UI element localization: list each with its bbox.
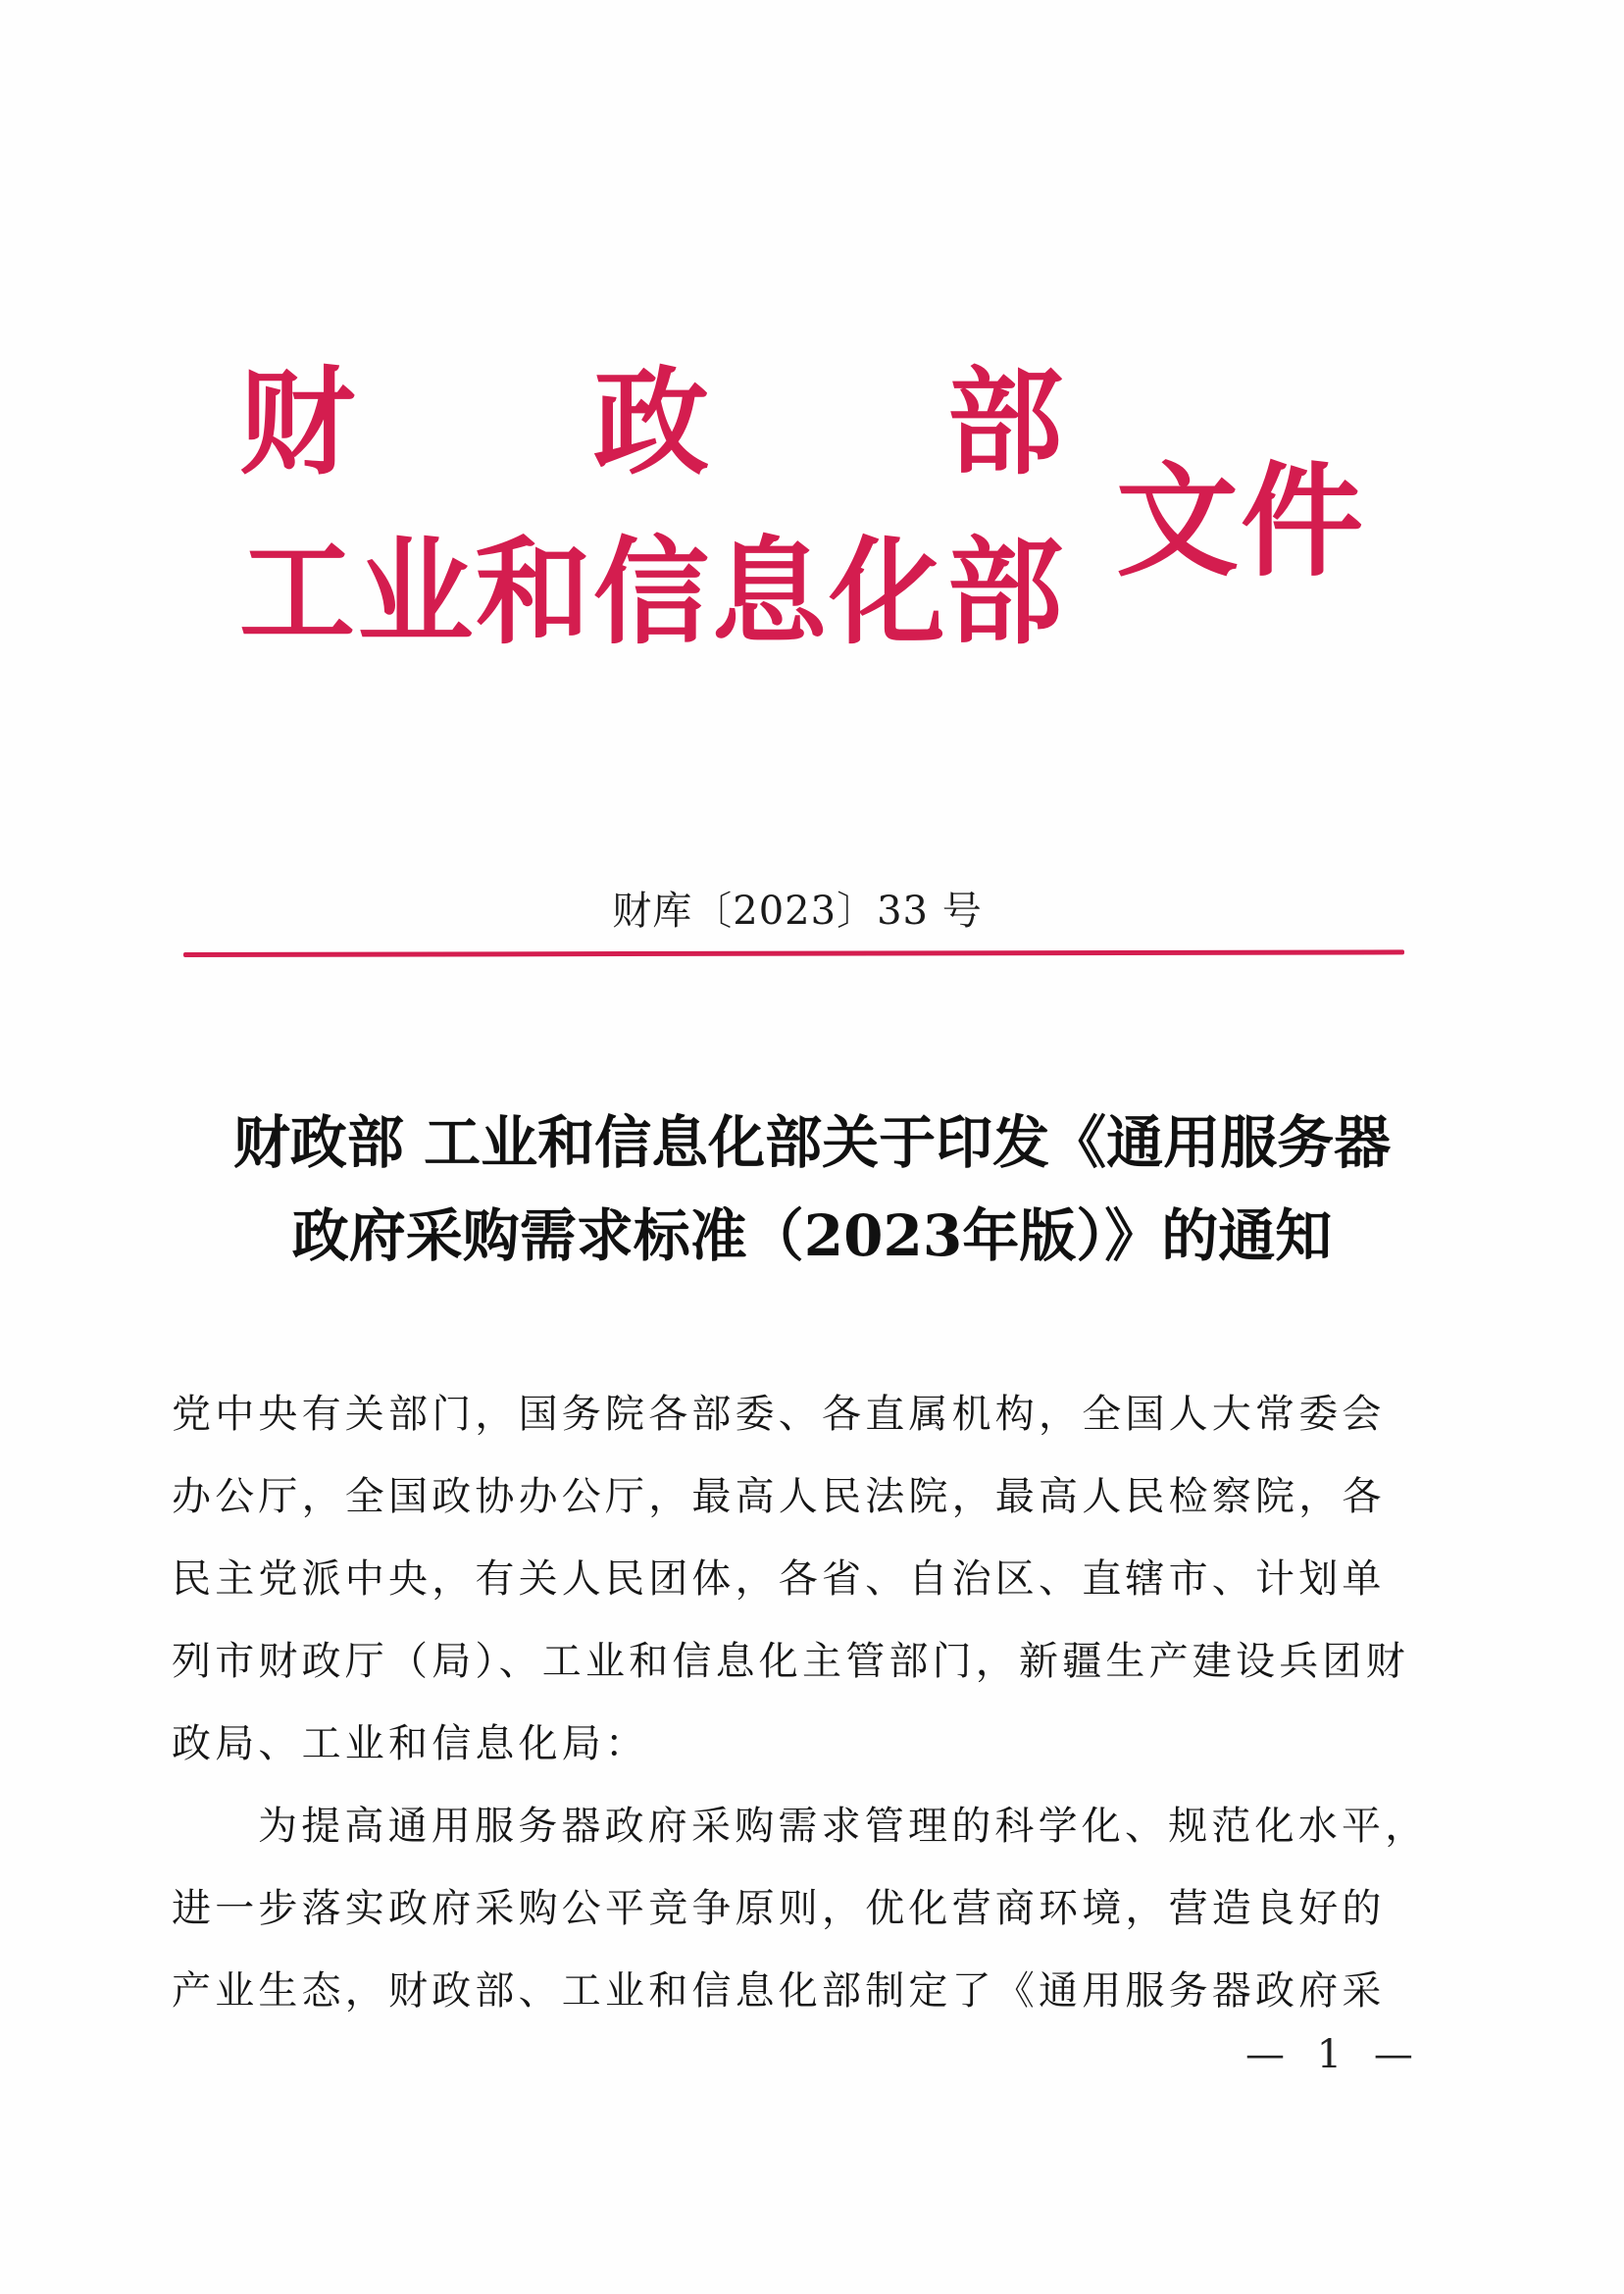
document-number-text: 财库〔2023〕33 号 xyxy=(612,889,983,934)
body-line: 列市财政厅（局）、工业和信息化主管部门，新疆生产建设兵团财 xyxy=(172,1639,1409,1684)
letterhead-char: 工 xyxy=(239,524,356,660)
body-line: 党中央有关部门，国务院各部委、各直属机构，全国人大常委会 xyxy=(172,1392,1386,1437)
body-line: 为提高通用服务器政府采购需求管理的科学化、规范化水平， xyxy=(258,1804,1429,1849)
red-separator-line xyxy=(183,949,1404,957)
letterhead-char: 政 xyxy=(592,354,709,490)
letterhead-char: 部 xyxy=(946,524,1063,660)
letterhead-char: 业 xyxy=(357,524,474,660)
letterhead-document-suffix: 文件 xyxy=(1116,450,1365,593)
body-line: 政局、工业和信息化局： xyxy=(172,1721,649,1766)
letterhead-char: 部 xyxy=(946,354,1063,490)
letterhead-miit xyxy=(239,524,1063,660)
body-line: 办公厅，全国政协办公厅，最高人民法院，最高人民检察院，各 xyxy=(172,1474,1386,1519)
letterhead-char: 息 xyxy=(711,524,828,660)
letterhead-char: 信 xyxy=(592,524,709,660)
body-line: 进一步落实政府采购公平竞争原则，优化营商环境，营造良好的 xyxy=(172,1886,1386,1931)
body-line: 产业生态，财政部、工业和信息化部制定了《通用服务器政府采 xyxy=(172,1968,1386,2014)
addressee-block xyxy=(172,1373,1437,1785)
document-body xyxy=(172,1373,1437,2032)
letterhead-char: 财 xyxy=(239,354,356,490)
body-line: 民主党派中央，有关人民团体，各省、自治区、直辖市、计划单 xyxy=(172,1556,1386,1602)
letterhead-char: 和 xyxy=(475,524,591,660)
page-number: — 1 — xyxy=(1245,2032,1423,2077)
paragraph-1 xyxy=(172,1785,1437,2032)
document-title-line-1: 财政部 工业和信息化部关于印发《通用服务器 xyxy=(232,1109,1392,1176)
document-title-line-2: 政府采购需求标准（2023年版）》的通知 xyxy=(291,1202,1333,1269)
letterhead-char: 化 xyxy=(829,524,945,660)
letterhead-ministry-of-finance xyxy=(239,354,1063,490)
document-number xyxy=(0,880,1624,936)
